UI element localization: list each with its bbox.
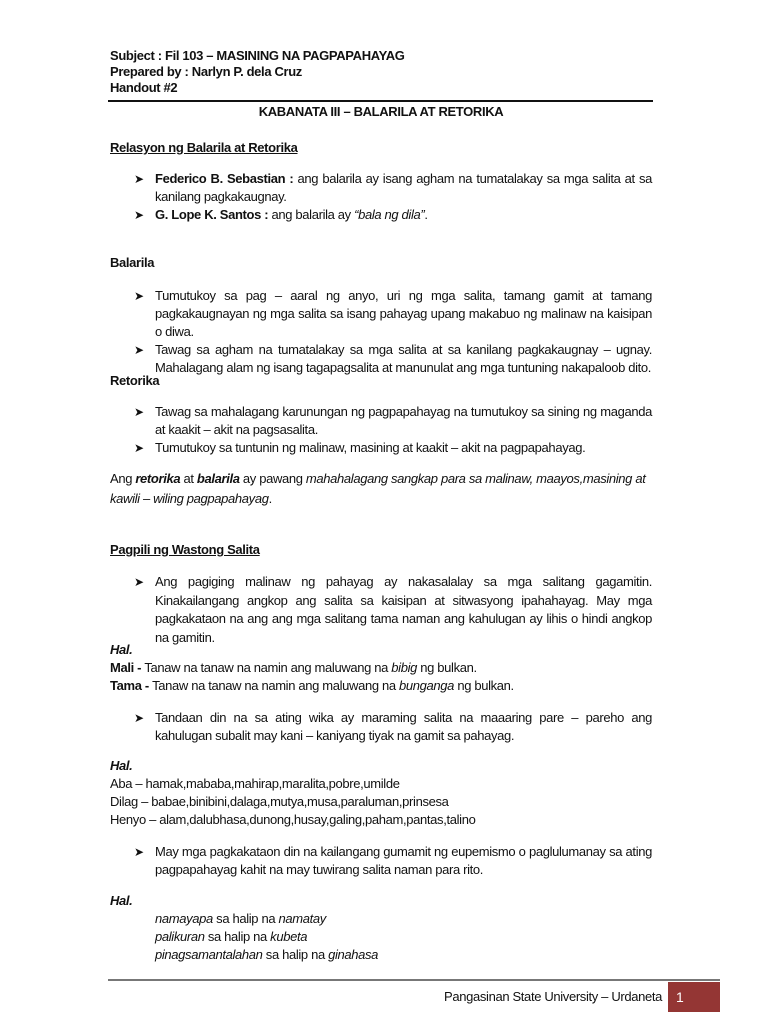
italic-text: mahahalagang sangkap para sa malinaw, maayos,masining at kawili – wiling pagpapahayag — [110, 471, 646, 506]
text-segment: at — [180, 471, 197, 486]
example-line — [110, 946, 652, 964]
text-segment: Tumutukoy sa tuntunin ng malinaw, masining at kaakit – akit na pagpapahayag. — [155, 440, 586, 455]
arrowhead-bullet-icon: ➤ — [134, 441, 144, 455]
pagpili-bullet-1 — [110, 573, 652, 647]
pagpili-bullet-3 — [110, 843, 652, 879]
bold-text: Federico B. Sebastian : — [155, 171, 294, 186]
text-segment: sa halip na — [212, 911, 279, 926]
text-segment: ng bulkan. — [417, 660, 477, 675]
header-divider — [108, 100, 653, 102]
example-line: Aba – hamak,mababa,mahirap,maralita,pobre,umilde — [110, 776, 400, 791]
example-line — [110, 677, 652, 695]
section-heading-balarila: Balarila — [110, 255, 155, 270]
hal-label: Hal. — [110, 642, 133, 657]
example-line — [110, 928, 652, 946]
italic-text: pinagsamantalahan — [155, 947, 263, 962]
section-heading-retorika: Retorika — [110, 373, 160, 388]
text-segment: . — [424, 207, 428, 222]
retorika-summary — [110, 469, 652, 509]
arrowhead-bullet-icon: ➤ — [134, 289, 144, 303]
arrowhead-bullet-icon: ➤ — [134, 343, 144, 357]
arrowhead-bullet-icon: ➤ — [134, 711, 144, 725]
bullet-item — [110, 709, 652, 745]
text-segment: Tawag sa mahalagang karunungan ng pagpapahayag na tumutukoy sa sining ng maganda at kaakit – akit na pagsasalita. — [155, 404, 652, 437]
examples-3 — [110, 892, 652, 964]
bold-text: Tama - — [110, 678, 153, 693]
balarila-bullets — [110, 287, 652, 377]
bullet-item — [110, 287, 652, 341]
arrowhead-bullet-icon: ➤ — [134, 208, 144, 222]
bold-text: G. Lope K. Santos : — [155, 207, 269, 222]
document-header — [110, 48, 652, 96]
text-segment: ang balarila ay isang agham na tumatalakay sa mga salita at sa kanilang pagkakaugnay. — [155, 171, 652, 204]
examples-1 — [110, 641, 652, 695]
italic-text: bunganga — [399, 678, 455, 693]
text-segment: sa halip na — [204, 929, 271, 944]
text-segment: Ang — [110, 471, 136, 486]
text-segment: ay pawang — [239, 471, 306, 486]
bold-text: Mali - — [110, 660, 145, 675]
text-segment: ang balarila ay — [268, 207, 355, 222]
text-segment: Tumutukoy sa pag – aaral ng anyo, uri ng mga salita, tamang gamit at tamang pagkakaugnayan ng mga salita sa isang pahayag upang makabuo ng malinaw na kaisipan o diwa. — [155, 288, 652, 339]
example-line — [110, 659, 652, 677]
italic-text: palikuran — [155, 929, 205, 944]
bullet-item — [110, 403, 652, 439]
footer-institution: Pangasinan State University – Urdaneta — [444, 989, 662, 1004]
text-segment: Ang pagiging malinaw ng pahayag ay nakasalalay sa mga salitang gagamitin. Kinakailangang angkop ang salita sa kaisipan at sitwasyong ipahahayag. May mga pagkakataon na ang ang mga salitang tama naman ang kahulugan ay lihis o hindi angkop na gamitin. — [155, 574, 652, 645]
example-line: Henyo – alam,dalubhasa,dunong,husay,galing,paham,pantas,talino — [110, 812, 476, 827]
pagpili-bullet-2 — [110, 709, 652, 745]
italic-text: kubeta — [270, 929, 308, 944]
text-segment: ng bulkan. — [454, 678, 514, 693]
example-line — [110, 910, 652, 928]
handout-line: Handout #2 — [110, 80, 178, 95]
bullet-item — [110, 206, 652, 224]
italic-text: “bala ng dila” — [354, 207, 425, 222]
bold-text: retorika — [135, 471, 181, 486]
arrowhead-bullet-icon: ➤ — [134, 172, 144, 186]
arrowhead-bullet-icon: ➤ — [134, 845, 144, 859]
bullet-item — [110, 170, 652, 206]
examples-2 — [110, 757, 652, 829]
section-heading-pagpili: Pagpili ng Wastong Salita — [110, 542, 260, 557]
section-heading-relasyon: Relasyon ng Balarila at Retorika — [110, 140, 298, 155]
page-number-badge: 1 — [668, 982, 720, 1012]
text-segment: Tanaw na tanaw na namin ang maluwang na — [152, 678, 400, 693]
text-segment: . — [268, 491, 272, 506]
bullet-item — [110, 573, 652, 647]
chapter-title: KABANATA III – BALARILA AT RETORIKA — [258, 104, 504, 119]
bullet-item — [110, 843, 652, 879]
relasyon-bullets — [110, 170, 652, 224]
italic-text: namatay — [278, 911, 326, 926]
arrowhead-bullet-icon: ➤ — [134, 575, 144, 589]
arrowhead-bullet-icon: ➤ — [134, 405, 144, 419]
retorika-bullets — [110, 403, 652, 457]
text-segment: Tawag sa agham na tumatalakay sa mga salita at sa kanilang pagkakaugnay – ugnay. Mahalagang alam ng isang tagapagsalita at manunulat ang mga tuntuning nakapaloob dito. — [155, 342, 652, 375]
bold-text: balarila — [196, 471, 240, 486]
text-segment: Tandaan din na sa ating wika ay maraming salita na maaaring pare – pareho ang kahulugan subalit may kani – kaniyang tiyak na gamit sa pahayag. — [155, 710, 652, 743]
text-segment: Tanaw na tanaw na namin ang maluwang na — [144, 660, 392, 675]
text-segment: sa halip na — [262, 947, 329, 962]
example-line: Dilag – babae,binibini,dalaga,mutya,musa,paraluman,prinsesa — [110, 794, 449, 809]
subject-line: Subject : Fil 103 – MASINING NA PAGPAPAHAYAG — [110, 48, 405, 63]
hal-label: Hal. — [110, 893, 133, 908]
prepared-by-line: Prepared by : Narlyn P. dela Cruz — [110, 64, 302, 79]
text-segment: May mga pagkakataon din na kailangang gumamit ng eupemismo o paglulumanay sa ating pagpapahayag kahit na may tuwirang salita naman para rito. — [155, 844, 652, 877]
bullet-item — [110, 439, 652, 457]
hal-label: Hal. — [110, 758, 133, 773]
italic-text: ginahasa — [328, 947, 379, 962]
italic-text: namayapa — [155, 911, 213, 926]
italic-text: bibig — [391, 660, 418, 675]
footer-divider — [108, 979, 720, 981]
